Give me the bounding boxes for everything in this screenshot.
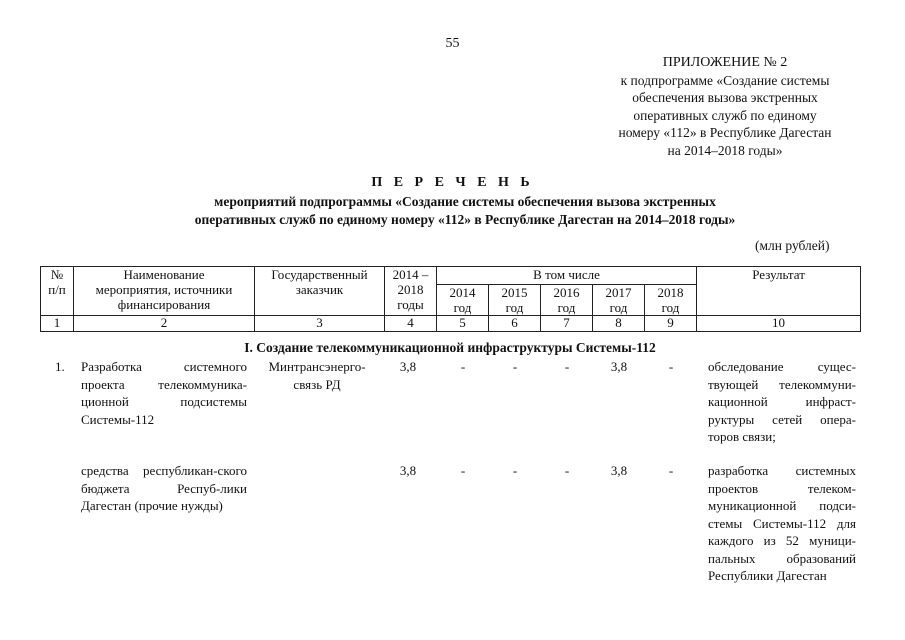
header-customer-line: заказчик — [295, 282, 344, 297]
row-year-2018: - — [668, 463, 674, 478]
header-num — [41, 267, 74, 316]
appendix-line: на 2014–2018 годы» — [667, 142, 783, 158]
header-year-value: 2015 — [501, 285, 528, 300]
header-total-line: 2018 — [397, 282, 424, 297]
header-total — [385, 267, 437, 316]
row-year-2016: - — [564, 359, 570, 374]
column-number: 5 — [437, 316, 489, 332]
column-number: 8 — [593, 316, 645, 332]
row-number: 1. — [55, 359, 65, 374]
row-year-2017: 3,8 — [610, 359, 628, 374]
header-total-line: годы — [397, 297, 424, 312]
header-name — [74, 267, 255, 316]
appendix-line: оперативных служб по единому — [633, 107, 817, 123]
header-year-value: 2014 — [449, 285, 476, 300]
header-year — [541, 285, 593, 316]
header-name-line: финансирования — [117, 297, 211, 312]
appendix-line: обеспечения вызова экстренных — [632, 90, 818, 105]
row-year-2015: - — [512, 463, 518, 478]
subtitle-line: мероприятий подпрограммы «Создание системы обеспечения вызова экстренных — [214, 194, 716, 209]
section-heading: I. Создание телекоммуникационной инфраструктуры Системы-112 — [244, 340, 656, 355]
header-num-line: № — [50, 267, 64, 282]
appendix-line: к подпрограмме «Создание системы — [620, 72, 830, 88]
subtitle-line: оперативных служб по единому номеру «112» в Республике Дагестан на 2014–2018 годы» — [194, 212, 736, 227]
row-customer — [256, 358, 378, 393]
header-year-value: 2017 — [605, 285, 632, 300]
header-year-unit: год — [661, 300, 680, 315]
header-name-line: Наименование — [123, 267, 205, 282]
page-number: 55 — [445, 36, 460, 51]
row-customer-line: Минтрансэнерго- — [268, 359, 366, 374]
header-group: В том числе — [437, 267, 697, 285]
column-number: 9 — [645, 316, 697, 332]
header-total-line: 2014 – — [392, 267, 429, 282]
column-number: 4 — [385, 316, 437, 332]
column-number: 10 — [697, 316, 861, 332]
header-year-value: 2016 — [553, 285, 580, 300]
header-year — [593, 285, 645, 316]
appendix-heading: ПРИЛОЖЕНИЕ № 2 — [662, 55, 788, 70]
row-result: разработка системных проектов телеком-муникационной подси-стемы Системы-112 для каждого из 52 муници-пальных образований Республики Дагестан — [708, 463, 856, 583]
header-table — [40, 266, 861, 332]
row-year-2015: - — [512, 359, 518, 374]
column-number: 3 — [255, 316, 385, 332]
row-year-2018: - — [668, 359, 674, 374]
row-total: 3,8 — [399, 463, 417, 478]
row-year-2014: - — [460, 463, 466, 478]
row-name: Разработка системного проекта телекоммуника-ционной подсистемы Системы-112 — [81, 359, 247, 427]
header-customer-line: Государственный — [271, 267, 368, 282]
header-year — [437, 285, 489, 316]
header-name-line: мероприятия, источники — [95, 282, 233, 297]
column-number: 1 — [41, 316, 74, 332]
row-year-2016: - — [564, 463, 570, 478]
header-customer — [255, 267, 385, 316]
header-result: Результат — [697, 267, 861, 316]
header-year-unit: год — [609, 300, 628, 315]
row-year-2014: - — [460, 359, 466, 374]
appendix-block — [595, 54, 855, 159]
header-year-unit: год — [505, 300, 524, 315]
column-number: 7 — [541, 316, 593, 332]
column-number: 2 — [74, 316, 255, 332]
units-label: (млн рублей) — [755, 238, 830, 253]
header-year-unit: год — [453, 300, 472, 315]
row-total: 3,8 — [399, 359, 417, 374]
appendix-line: номеру «112» в Республике Дагестан — [618, 125, 832, 140]
header-year — [489, 285, 541, 316]
document-title: П Е Р Е Ч Е Н Ь — [371, 175, 534, 190]
row-year-2017: 3,8 — [610, 463, 628, 478]
header-year-unit: год — [557, 300, 576, 315]
document-subtitle — [120, 193, 810, 229]
column-number: 6 — [489, 316, 541, 332]
header-year-value: 2018 — [657, 285, 684, 300]
header-num-line: п/п — [48, 282, 66, 297]
row-result: обследование сущес-твующей телекоммуни-кационной инфраст-руктуры сетей опера-торов связи; — [708, 359, 856, 444]
row-name: средства республикан-ского бюджета Респуб-лики Дагестан (прочие нужды) — [81, 463, 247, 513]
row-customer-line: связь РД — [293, 376, 341, 392]
header-year — [645, 285, 697, 316]
